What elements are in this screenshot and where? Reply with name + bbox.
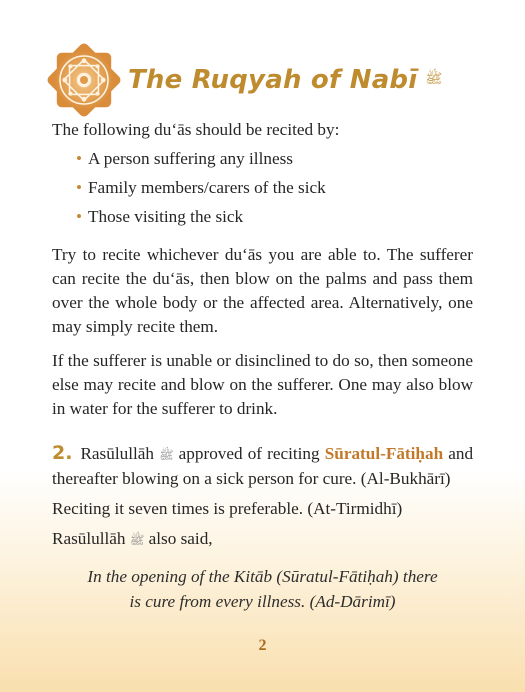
bullet-icon: • xyxy=(76,207,83,226)
chapter-header xyxy=(44,40,442,120)
salawat-symbol: ﷺ xyxy=(129,533,145,547)
list-item: • A person suffering any illness xyxy=(76,147,473,171)
surah-highlight: Sūratul-Fātiḥah xyxy=(324,444,444,463)
list-item: • Family members/carers of the sick xyxy=(76,176,473,200)
section-number: 2. xyxy=(52,442,73,464)
hadith-quote: In the opening of the Kitāb (Sūratul-Fātiḥah) there is cure from every illness. (Ad-Dārimī) xyxy=(87,567,438,611)
intro-text: The following du‘ās should be recited by: xyxy=(52,120,340,139)
list-item: • Those visiting the sick xyxy=(76,205,473,229)
recipients-list xyxy=(76,147,473,229)
seven-times-line: Reciting it seven times is preferable. (At-Tirmidhī) xyxy=(52,499,403,518)
salawat-symbol: ﷺ xyxy=(159,448,174,462)
page-title: The Ruqyah of Nabī xyxy=(128,65,418,95)
salawat-symbol: ﷺ xyxy=(425,71,443,87)
geometric-ornament-icon xyxy=(44,40,124,120)
bullet-icon: • xyxy=(76,149,83,168)
page-number: 2 xyxy=(258,637,267,654)
paragraph-helper: If the sufferer is unable or disinclined to do so, then someone else may recite and blow on the sufferer. One may also blow in water for the sufferer to drink. xyxy=(52,351,473,418)
page-content xyxy=(52,118,473,614)
bullet-icon: • xyxy=(76,178,83,197)
section-2: 2. Rasūlullāh ﷺ approved of reciting Sūratul-Fātiḥah and thereafter blowing on a sick person for cure. (Al-Bukhārī) xyxy=(52,442,474,488)
paragraph-recitation: Try to recite whichever du‘ās you are able to. The sufferer can recite the du‘ās, then blow on the palms and pass them over the whole body or the affected area. Alternatively, one may simply recite them. xyxy=(52,245,473,336)
also-said-line: Rasūlullāh ﷺ also said, xyxy=(52,529,213,548)
